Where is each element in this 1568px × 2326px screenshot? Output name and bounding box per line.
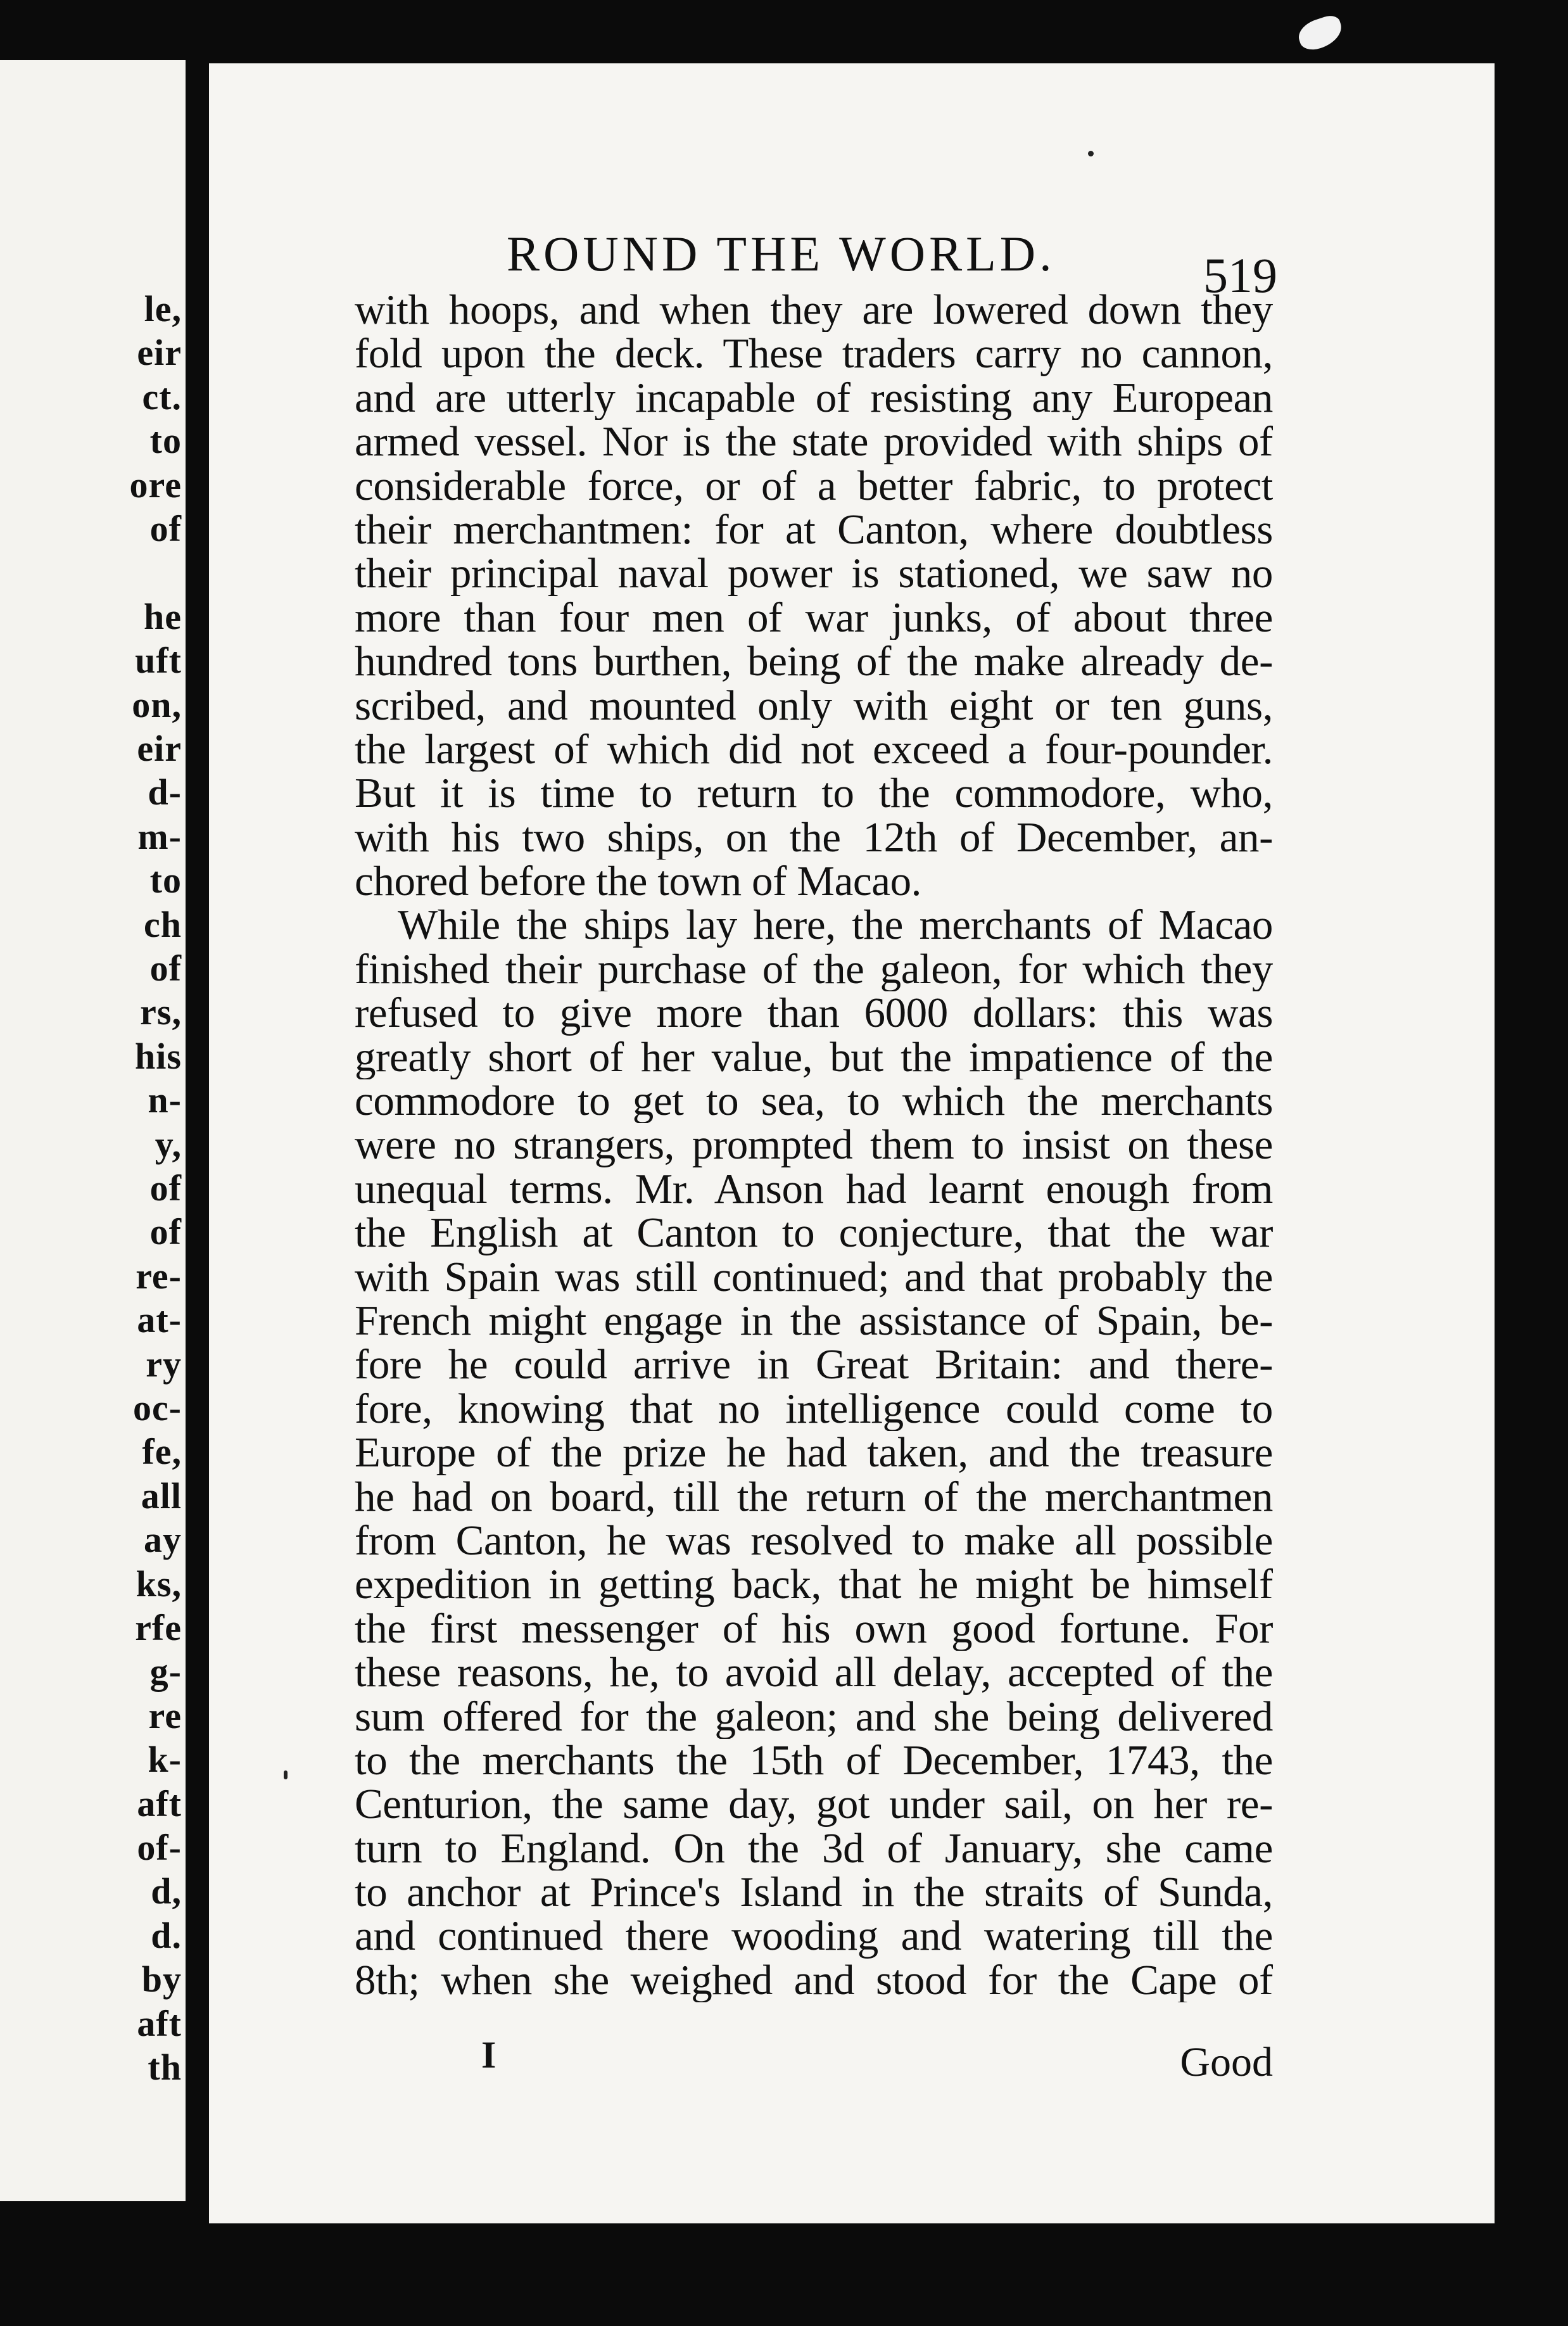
body-text (355, 288, 1273, 2002)
facing-line-end: ore (129, 464, 182, 505)
text-line: 8th; when she weighed and stood for the Cape of (355, 1958, 1273, 2003)
catchword: Good (1180, 2039, 1273, 2085)
text-line: to anchor at Prince's Island in the straits of Sunda, (355, 1871, 1273, 1915)
text-line: the first messenger of his own good fortune. For (355, 1606, 1273, 1651)
facing-line-end: at- (137, 1299, 182, 1341)
text-line: fore he could arrive in Great Britain: and there- (355, 1343, 1273, 1387)
facing-line-end: d. (151, 1914, 182, 1956)
facing-line-end: th (148, 2047, 182, 2088)
text-line: But it is time to return to the commodore, who, (355, 772, 1273, 816)
text-line: to the merchants the 15th of December, 1743, the (355, 1738, 1273, 1783)
text-line: sum offered for the galeon; and she being delivered (355, 1694, 1273, 1739)
facing-line-end: ks, (136, 1563, 182, 1605)
text-line: Centurion, the same day, got under sail, on her re- (355, 1783, 1273, 1827)
text-line: fold upon the deck. These traders carry no cannon, (355, 332, 1273, 376)
text-line: and are utterly incapable of resisting any European (355, 376, 1273, 421)
page-number: 519 (1203, 248, 1277, 303)
text-line: turn to England. On the 3d of January, she came (355, 1826, 1273, 1871)
facing-line-end: to (149, 420, 182, 462)
facing-line-end: d, (151, 1871, 182, 1912)
facing-line-end: y, (155, 1123, 182, 1165)
text-line: considerable force, or of a better fabric, to protect (355, 464, 1273, 508)
facing-line-end: his (135, 1035, 182, 1077)
text-line: and continued there wooding and watering till the (355, 1914, 1273, 1959)
ink-speck (1088, 151, 1094, 156)
facing-line-end: m- (137, 815, 182, 857)
paper-tab-mark (1295, 13, 1346, 53)
facing-line-end: uft (135, 640, 182, 682)
text-line: he had on board, till the return of the merchantmen (355, 1475, 1273, 1519)
facing-line-end: eir (137, 728, 182, 769)
text-line: expedition in getting back, that he might be himself (355, 1563, 1273, 1607)
text-line: their merchantmen: for at Canton, where doubtless (355, 507, 1273, 552)
facing-line-end: ay (144, 1519, 182, 1561)
facing-line-end: rs, (140, 991, 182, 1033)
text-line: from Canton, he was resolved to make all possible (355, 1518, 1273, 1563)
facing-line-end: n- (148, 1079, 182, 1121)
text-line: finished their purchase of the galeon, for which they (355, 947, 1273, 992)
facing-line-end: all (141, 1475, 182, 1516)
text-line: chored before the town of Macao. (355, 860, 922, 904)
text-line: more than four men of war junks, of about three (355, 595, 1273, 640)
text-line: with hoops, and when they are lowered down they (355, 288, 1273, 333)
text-line: hundred tons burthen, being of the make already de- (355, 640, 1273, 684)
facing-page-fragment (0, 60, 186, 2201)
facing-line-end: g- (149, 1651, 182, 1693)
facing-line-end: d- (148, 772, 182, 813)
facing-line-end: re- (136, 1255, 182, 1297)
text-line: unequal terms. Mr. Anson had learnt enough from (355, 1167, 1273, 1212)
text-line: armed vessel. Nor is the state provided with ships of (355, 420, 1273, 464)
text-line: fore, knowing that no intelligence could come to (355, 1387, 1273, 1432)
text-line: greatly short of her value, but the impatience of the (355, 1035, 1273, 1080)
text-line: refused to give more than 6000 dollars: this was (355, 991, 1273, 1036)
text-line: these reasons, he, to avoid all delay, accepted of the (355, 1651, 1273, 1695)
text-line: their principal naval power is stationed, we saw no (355, 552, 1273, 596)
facing-line-end: of (149, 1211, 182, 1253)
text-line: with his two ships, on the 12th of December, an- (355, 815, 1273, 860)
facing-line-end: on, (132, 683, 182, 725)
facing-line-end: le, (144, 288, 182, 329)
running-head: ROUND THE WORLD. (507, 226, 1056, 281)
facing-line-end: to (149, 860, 182, 901)
ink-speck (284, 1770, 288, 1779)
text-line: the largest of which did not exceed a four-pounder. (355, 727, 1273, 772)
text-line: French might engage in the assistance of Spain, be- (355, 1299, 1273, 1344)
text-line: While the ships lay here, the merchants of Macao (398, 903, 1273, 948)
facing-line-end: fe, (142, 1431, 182, 1473)
facing-line-end: eir (137, 332, 182, 374)
facing-line-end: ct. (142, 376, 182, 417)
facing-line-end: of (149, 1167, 182, 1209)
facing-line-end: rfe (135, 1607, 182, 1648)
facing-line-end: oc- (132, 1387, 182, 1428)
facing-line-end: of (149, 948, 182, 989)
text-line: the English at Canton to conjecture, that the war (355, 1211, 1273, 1255)
text-line: were no strangers, prompted them to insist on these (355, 1123, 1273, 1167)
facing-line-end: of- (137, 1827, 182, 1868)
text-line: scribed, and mounted only with eight or ten guns, (355, 683, 1273, 728)
text-line: with Spain was still continued; and that probably the (355, 1255, 1273, 1299)
facing-line-end: aft (137, 1783, 182, 1824)
facing-line-end: re (148, 1694, 182, 1736)
facing-line-end: by (141, 1959, 182, 2000)
facing-line-end: of (149, 508, 182, 549)
signature-mark: I (481, 2034, 496, 2076)
text-line: Europe of the prize he had taken, and the treasure (355, 1431, 1273, 1475)
facing-line-end: k- (148, 1739, 182, 1781)
facing-line-end: aft (137, 2002, 182, 2044)
facing-line-end: ry (146, 1343, 182, 1385)
facing-line-end: he (144, 595, 182, 637)
facing-line-end: ch (144, 903, 182, 945)
text-line: commodore to get to sea, to which the merchants (355, 1079, 1273, 1124)
